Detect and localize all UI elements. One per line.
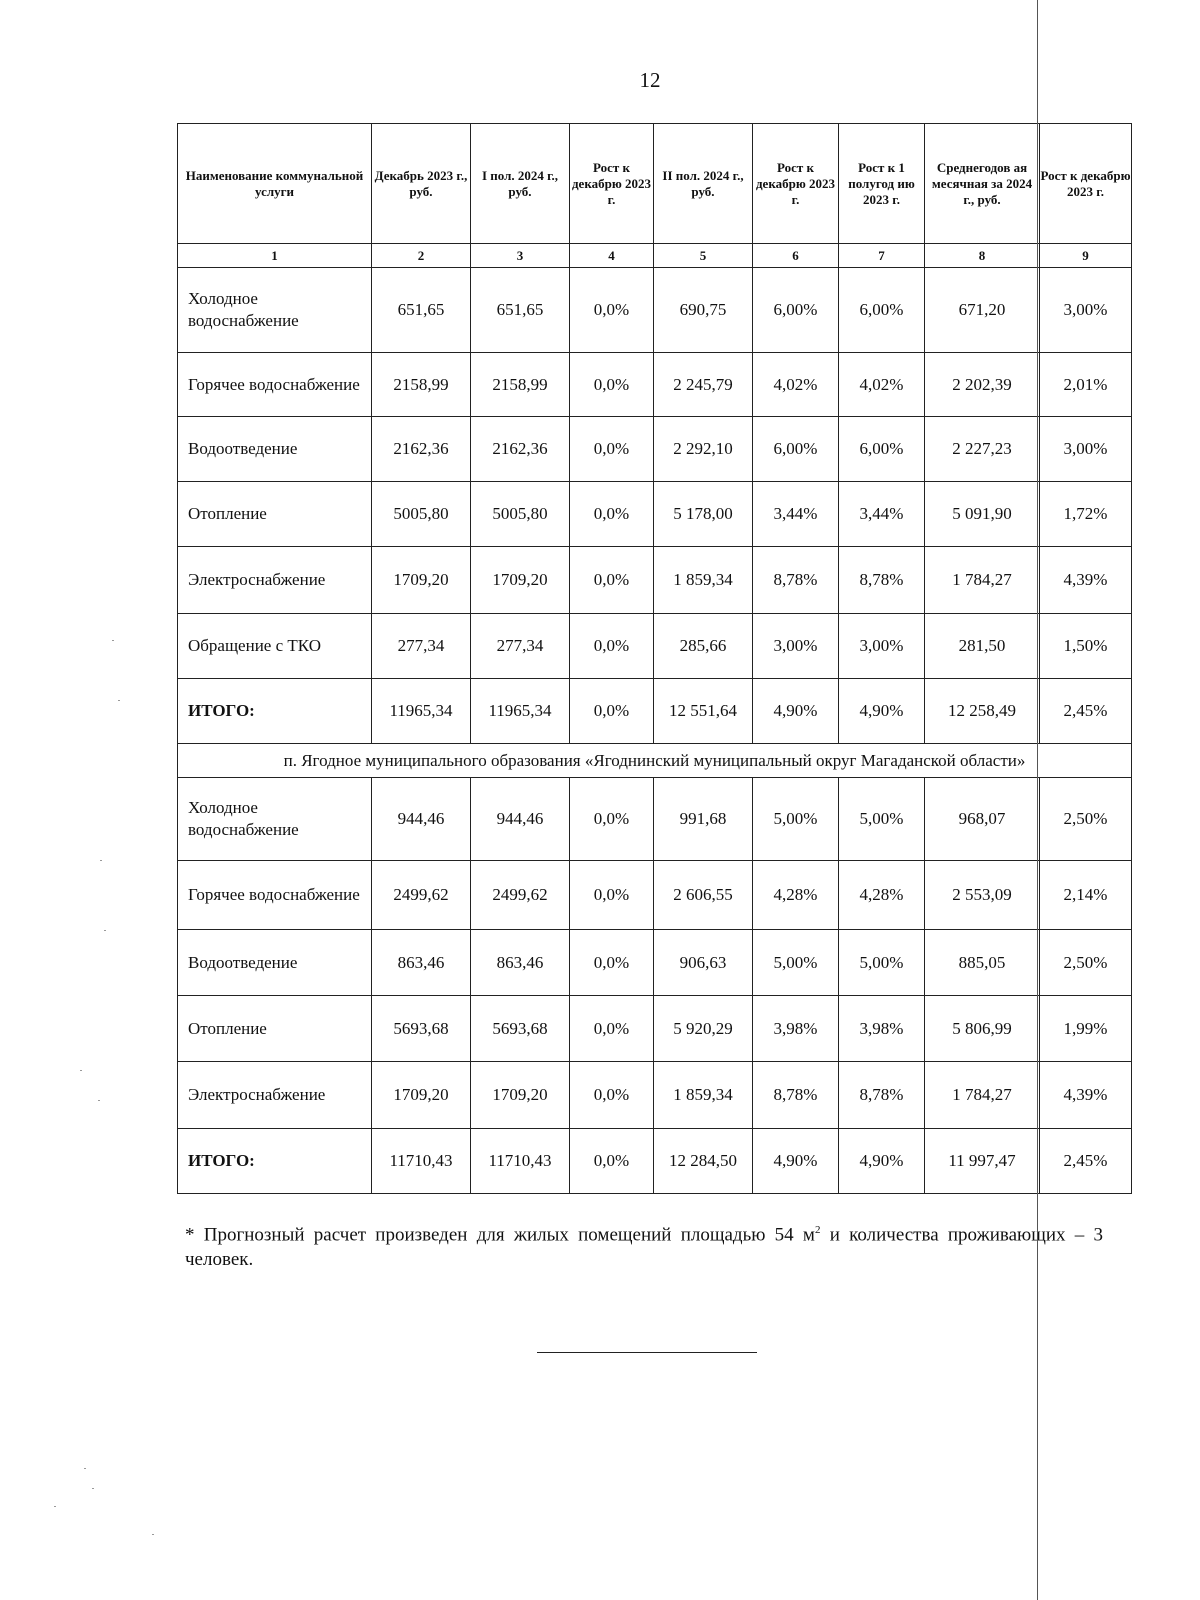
table-cell: 6,00% [753,417,839,482]
section-row [178,744,1132,778]
table-cell: 5 806,99 [925,996,1040,1062]
table-cell: 1,50% [1040,614,1132,679]
table-cell: 991,68 [654,778,753,861]
table-cell: 0,0% [570,353,654,417]
column-number: 8 [925,244,1040,268]
table-cell: 8,78% [753,547,839,614]
table-cell: 690,75 [654,268,753,353]
section-title: п. Ягодное муниципального образования «Ягоднинский муниципальный округ Магаданской области» [178,744,1132,778]
column-number: 3 [471,244,570,268]
service-name: Отопление [178,482,372,547]
table-row [178,861,1132,930]
header-dec-2023: Декабрь 2023 г., руб. [372,124,471,244]
table-cell: 968,07 [925,778,1040,861]
table-cell: 11965,34 [471,679,570,744]
table-cell: 0,0% [570,1129,654,1194]
total-row [178,679,1132,744]
table-row [178,1062,1132,1129]
table-cell: 2 227,23 [925,417,1040,482]
table-cell: 0,0% [570,268,654,353]
table-cell: 1709,20 [372,547,471,614]
scan-speck [104,930,106,931]
table-cell: 863,46 [471,930,570,996]
table-cell: 0,0% [570,679,654,744]
table-row [178,353,1132,417]
service-name: Горячее водоснабжение [178,861,372,930]
column-number: 4 [570,244,654,268]
table-cell: 4,39% [1040,1062,1132,1129]
table-cell: 281,50 [925,614,1040,679]
table-cell: 944,46 [372,778,471,861]
table-cell: 4,90% [839,1129,925,1194]
table-cell: 0,0% [570,930,654,996]
scan-speck [118,700,120,701]
table-cell: 8,78% [753,1062,839,1129]
service-name: Обращение с ТКО [178,614,372,679]
table-cell: 944,46 [471,778,570,861]
header-growth-h1: Рост к декабрю 2023 г. [570,124,654,244]
table-row [178,417,1132,482]
scan-speck [80,1070,82,1071]
table-cell: 0,0% [570,778,654,861]
column-number: 9 [1040,244,1132,268]
table-cell: 4,02% [839,353,925,417]
footnote [185,1218,1103,1272]
table-cell: 2,50% [1040,778,1132,861]
total-label: ИТОГО: [178,1129,372,1194]
table-cell: 1,72% [1040,482,1132,547]
footnote-text: * Прогнозный расчет произведен для жилых помещений площадью 54 м [185,1224,815,1246]
table-cell: 2,50% [1040,930,1132,996]
table-cell: 3,00% [839,614,925,679]
table-cell: 5005,80 [471,482,570,547]
table-cell: 2162,36 [372,417,471,482]
service-name: Холодное водоснабжение [178,778,372,861]
header-growth-h2-dec: Рост к декабрю 2023 г. [753,124,839,244]
table-cell: 2162,36 [471,417,570,482]
table-cell: 0,0% [570,861,654,930]
table-cell: 2,45% [1040,679,1132,744]
table-cell: 2 553,09 [925,861,1040,930]
table-cell: 4,28% [753,861,839,930]
header-annual-avg: Среднегодов ая месячная за 2024 г., руб. [925,124,1040,244]
table-cell: 3,98% [753,996,839,1062]
column-number: 2 [372,244,471,268]
table-cell: 906,63 [654,930,753,996]
column-number: 5 [654,244,753,268]
table-cell: 5693,68 [372,996,471,1062]
table-row [178,778,1132,861]
table-cell: 5,00% [839,778,925,861]
table-cell: 5,00% [753,930,839,996]
table-cell: 5,00% [839,930,925,996]
table-cell: 1709,20 [471,1062,570,1129]
service-name: Водоотведение [178,930,372,996]
table-cell: 277,34 [372,614,471,679]
table-cell: 5005,80 [372,482,471,547]
service-name: Электроснабжение [178,547,372,614]
service-name: Отопление [178,996,372,1062]
table-cell: 2 202,39 [925,353,1040,417]
scan-speck [100,860,102,861]
table-cell: 12 284,50 [654,1129,753,1194]
table-cell: 4,28% [839,861,925,930]
scan-speck [152,1534,154,1535]
table-cell: 277,34 [471,614,570,679]
scan-binding-line [1037,0,1038,1600]
table-cell: 1709,20 [471,547,570,614]
table-cell: 651,65 [471,268,570,353]
table-cell: 11710,43 [372,1129,471,1194]
table-cell: 2499,62 [471,861,570,930]
header-row [178,124,1132,244]
table-cell: 5 178,00 [654,482,753,547]
table-cell: 4,39% [1040,547,1132,614]
table-cell: 3,98% [839,996,925,1062]
service-name: Электроснабжение [178,1062,372,1129]
table-cell: 671,20 [925,268,1040,353]
table-cell: 4,02% [753,353,839,417]
header-growth-h2-h1: Рост к 1 полугод ию 2023 г. [839,124,925,244]
table-cell: 1 859,34 [654,1062,753,1129]
table-cell: 6,00% [753,268,839,353]
total-row [178,1129,1132,1194]
header-service-name: Наименование коммунальной услуги [178,124,372,244]
table-cell: 885,05 [925,930,1040,996]
table-cell: 863,46 [372,930,471,996]
scan-speck [98,1100,100,1101]
service-name: Горячее водоснабжение [178,353,372,417]
column-number-row [178,244,1132,268]
table-cell: 3,00% [1040,417,1132,482]
table-cell: 3,44% [753,482,839,547]
table-cell: 0,0% [570,482,654,547]
table-cell: 5,00% [753,778,839,861]
table-row [178,614,1132,679]
separator-line [537,1352,757,1353]
table-row [178,996,1132,1062]
table-cell: 0,0% [570,614,654,679]
column-number: 7 [839,244,925,268]
table-cell: 1 784,27 [925,547,1040,614]
table-row [178,930,1132,996]
table-cell: 2 292,10 [654,417,753,482]
header-h2-2024: II пол. 2024 г., руб. [654,124,753,244]
table-cell: 5693,68 [471,996,570,1062]
footnote-text-end: и количества проживающих – 3 человек. [185,1224,1103,1271]
table-cell: 1,99% [1040,996,1132,1062]
table-cell: 12 258,49 [925,679,1040,744]
total-label: ИТОГО: [178,679,372,744]
header-h1-2024: I пол. 2024 г., руб. [471,124,570,244]
table-cell: 1 859,34 [654,547,753,614]
table-cell: 11965,34 [372,679,471,744]
table-cell: 1 784,27 [925,1062,1040,1129]
scan-speck [84,1468,86,1469]
table-cell: 2499,62 [372,861,471,930]
tariff-table [177,123,1132,1194]
table-row [178,268,1132,353]
table-cell: 0,0% [570,547,654,614]
table-cell: 11710,43 [471,1129,570,1194]
header-growth-annual: Рост к декабрю 2023 г. [1040,124,1132,244]
scan-speck [92,1488,94,1489]
table-cell: 4,90% [839,679,925,744]
scan-speck [112,640,114,641]
scan-speck [54,1506,56,1507]
table-cell: 4,90% [753,679,839,744]
table-cell: 3,44% [839,482,925,547]
table-cell: 2 606,55 [654,861,753,930]
service-name: Холодное водоснабжение [178,268,372,353]
table-cell: 2 245,79 [654,353,753,417]
table-cell: 4,90% [753,1129,839,1194]
table-cell: 2158,99 [471,353,570,417]
table-cell: 5 920,29 [654,996,753,1062]
table-cell: 11 997,47 [925,1129,1040,1194]
table-cell: 2,45% [1040,1129,1132,1194]
table-cell: 2,01% [1040,353,1132,417]
table-cell: 12 551,64 [654,679,753,744]
table-cell: 2,14% [1040,861,1132,930]
table-cell: 8,78% [839,1062,925,1129]
table-cell: 285,66 [654,614,753,679]
column-number: 6 [753,244,839,268]
table-cell: 1709,20 [372,1062,471,1129]
table-cell: 651,65 [372,268,471,353]
service-name: Водоотведение [178,417,372,482]
table-row [178,547,1132,614]
table-cell: 6,00% [839,417,925,482]
table-cell: 0,0% [570,996,654,1062]
table-cell: 3,00% [1040,268,1132,353]
table-cell: 0,0% [570,417,654,482]
table-cell: 6,00% [839,268,925,353]
footnote-superscript: 2 [814,1224,821,1236]
table-cell: 8,78% [839,547,925,614]
table-cell: 5 091,90 [925,482,1040,547]
table-cell: 3,00% [753,614,839,679]
table-cell: 0,0% [570,1062,654,1129]
column-number: 1 [178,244,372,268]
page-number: 12 [639,68,661,92]
table-cell: 2158,99 [372,353,471,417]
table-row [178,482,1132,547]
